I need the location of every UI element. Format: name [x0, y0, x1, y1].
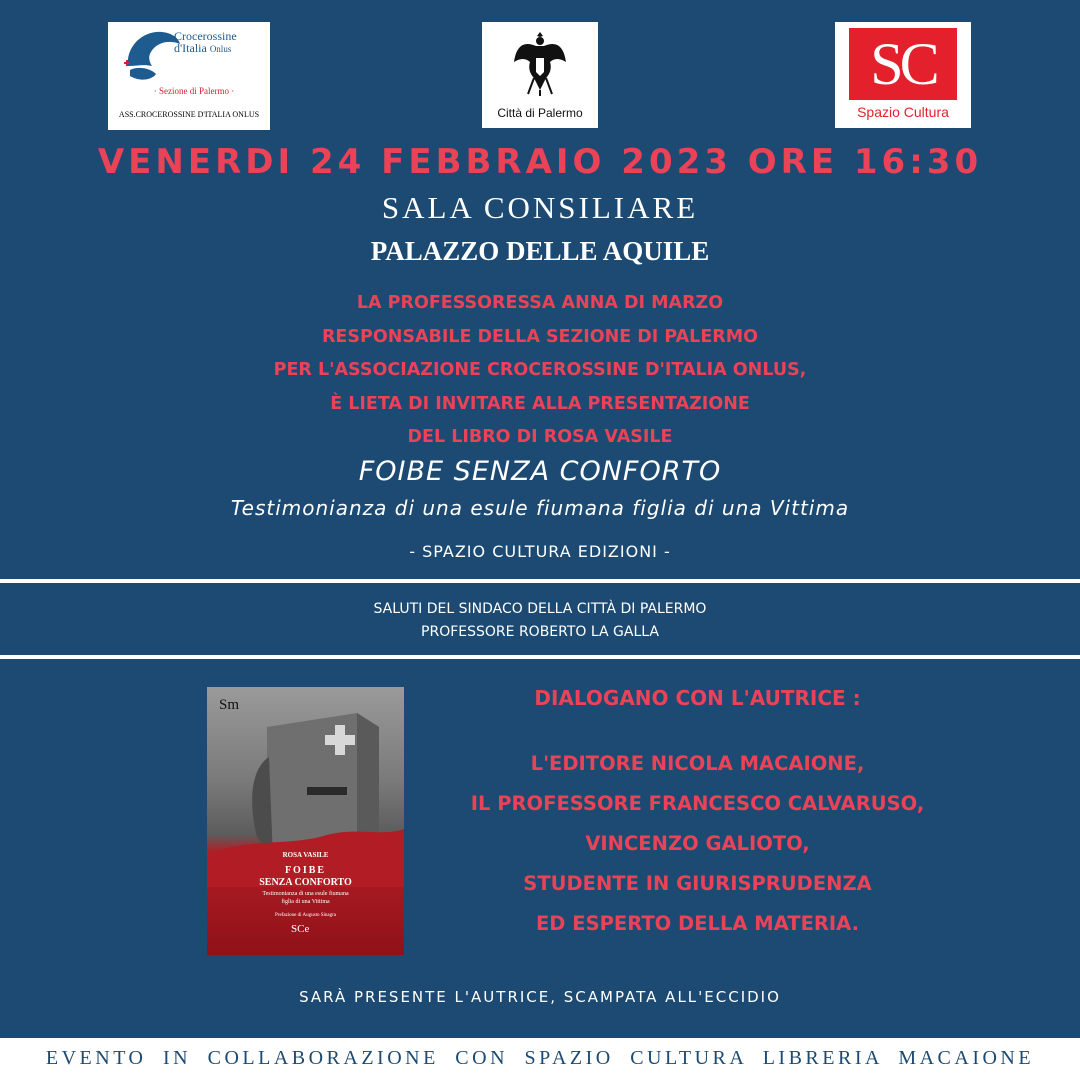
- book-title: FOIBE SENZA CONFORTO: [358, 456, 722, 487]
- book-subtitle: Testimonianza di una esule fiumana figlia di una Vittima: [230, 496, 850, 520]
- footer-band: [0, 1038, 1080, 1080]
- cover-title: [207, 865, 404, 889]
- invitation-line: È LIETA DI INVITARE ALLA PRESENTAZIONE: [330, 393, 750, 414]
- cover-preface: Prefazione di Augusto Sinagra: [275, 913, 336, 918]
- greetings-line2: PROFESSORE ROBERTO LA GALLA: [421, 624, 659, 640]
- event-date-time: VENERDI 24 FEBBRAIO 2023 ORE 16:30: [97, 142, 983, 182]
- greetings-line1: SALUTI DEL SINDACO DELLA CITTÀ DI PALERMO: [373, 601, 707, 617]
- dialogue-line: L'EDITORE NICOLA MACAIONE,: [530, 752, 865, 775]
- dialogue-list: [420, 744, 975, 944]
- dialogue-line: VINCENZO GALIOTO,: [585, 832, 810, 855]
- invitation-line: DEL LIBRO DI ROSA VASILE: [407, 427, 673, 447]
- spazio-cultura-mark-text: SC: [870, 31, 936, 97]
- crocerossine-logo: [108, 22, 270, 130]
- book-publisher: - SPAZIO CULTURA EDIZIONI -: [409, 542, 671, 561]
- dialogue-line: STUDENTE IN GIURISPRUDENZA: [523, 872, 872, 895]
- footer-text: EVENTO IN COLLABORAZIONE CON SPAZIO CULTURA LIBRERIA MACAIONE: [45, 1047, 1035, 1069]
- cover-title-line1: FOIBE: [284, 865, 327, 876]
- citta-di-palermo-logo: [482, 22, 598, 128]
- top-divider: [0, 579, 1080, 583]
- spazio-cultura-mark: [849, 28, 957, 100]
- spazio-cultura-caption: Spazio Cultura: [857, 104, 949, 120]
- dialogue-line: ED ESPERTO DELLA MATERIA.: [535, 912, 860, 935]
- cover-imprint-mark: SCe: [291, 923, 310, 935]
- cover-title-line2: SENZA CONFORTO: [259, 877, 352, 888]
- greetings-block: [0, 598, 1080, 644]
- dialogue-heading: DIALOGANO CON L'AUTRICE :: [534, 686, 861, 710]
- spazio-cultura-logo: [835, 22, 971, 128]
- cover-author: ROSA VASILE: [282, 851, 329, 859]
- invitation-line: LA PROFESSORESSA ANNA DI MARZO: [356, 293, 724, 313]
- cover-subtitle-line2: figlia di una Vittima: [281, 899, 330, 905]
- cover-publisher-mark: Sm: [219, 697, 240, 713]
- palermo-caption: Città di Palermo: [497, 106, 583, 120]
- cover-subtitle-line1: Testimonianza di una esule fiumana: [262, 891, 349, 897]
- dialogue-line: IL PROFESSORE FRANCESCO CALVARUSO,: [470, 792, 925, 815]
- crocerossine-caption: ASS.CROCEROSSINE D'ITALIA ONLUS: [118, 110, 260, 119]
- crocerossine-emblem-icon: [122, 26, 182, 84]
- invitation-block: [0, 287, 1080, 455]
- venue-line2: PALAZZO DELLE AQUILE: [370, 236, 710, 266]
- invitation-line: RESPONSABILE DELLA SEZIONE DI PALERMO: [321, 326, 759, 347]
- crocerossine-onlus: Onlus: [209, 44, 232, 54]
- crocerossine-section: · Sezione di Palermo ·: [153, 86, 235, 96]
- crocerossine-name-line1: Crocerossine: [174, 29, 237, 43]
- author-present-note: SARÀ PRESENTE L'AUTRICE, SCAMPATA ALL'ECCIDIO: [299, 988, 781, 1006]
- eagle-crest-icon: [512, 28, 568, 98]
- bottom-divider: [0, 655, 1080, 659]
- invitation-line: PER L'ASSOCIAZIONE CROCEROSSINE D'ITALIA ONLUS,: [273, 360, 807, 380]
- crocerossine-name: [174, 30, 270, 55]
- crocerossine-name-line2: d'Italia: [174, 41, 207, 55]
- venue-line1: SALA CONSILIARE: [381, 190, 699, 225]
- book-cover: [207, 687, 404, 955]
- cover-subtitle: [207, 890, 404, 906]
